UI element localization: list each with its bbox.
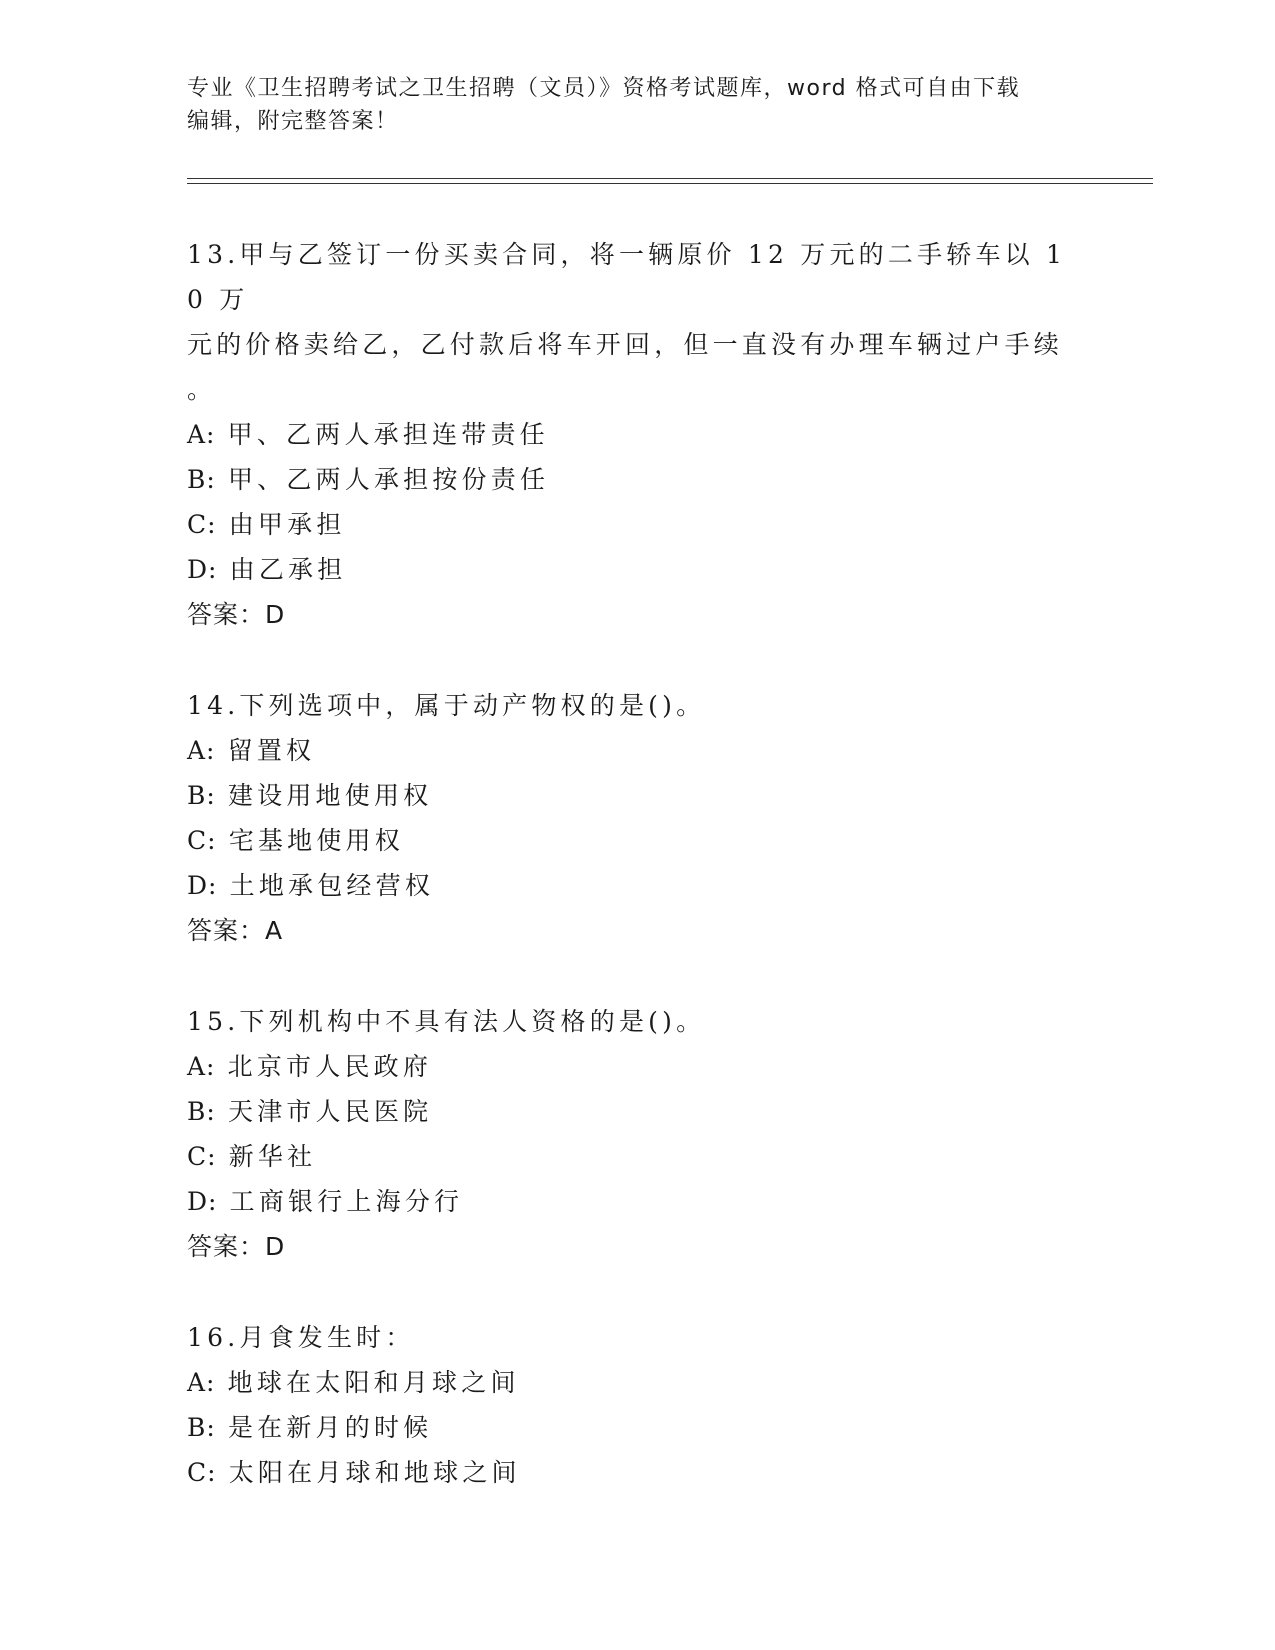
option-label: A:	[187, 420, 216, 449]
option-text: 甲、乙两人承担连带责任	[227, 420, 549, 449]
option-row	[187, 1450, 1087, 1495]
answer-line: 答案：A	[187, 916, 284, 945]
option-text: 天津市人民医院	[227, 1097, 433, 1126]
option-text: 是在新月的时候	[227, 1413, 433, 1442]
option-label: D:	[187, 871, 218, 900]
option-row	[187, 547, 1087, 592]
header-line-2: 编辑，附完整答案！	[187, 109, 399, 134]
header-line-1: 专业《卫生招聘考试之卫生招聘（文员）》资格考试题库，word 格式可自由下载	[187, 76, 1021, 101]
option-text: 地球在太阳和月球之间	[227, 1368, 520, 1397]
option-row	[187, 1179, 1087, 1224]
question-stem-line: 元的价格卖给乙，乙付款后将车开回，但一直没有办理车辆过户手续	[187, 330, 1064, 359]
question-block	[187, 1315, 1087, 1495]
header-divider-top	[187, 178, 1153, 179]
option-label: C:	[187, 1142, 217, 1171]
option-text: 由甲承担	[228, 510, 346, 539]
option-text: 由乙承担	[229, 555, 347, 584]
option-text: 建设用地使用权	[227, 781, 433, 810]
question-block	[187, 232, 1087, 637]
option-label: D:	[187, 1187, 218, 1216]
option-text: 新华社	[228, 1142, 317, 1171]
option-label: C:	[187, 1458, 217, 1487]
option-row	[187, 863, 1087, 908]
option-label: B:	[187, 1413, 216, 1442]
option-text: 太阳在月球和地球之间	[228, 1458, 521, 1487]
option-row	[187, 818, 1087, 863]
option-row	[187, 1360, 1087, 1405]
option-text: 宅基地使用权	[228, 826, 404, 855]
option-label: B:	[187, 1097, 216, 1126]
option-row	[187, 773, 1087, 818]
option-row	[187, 502, 1087, 547]
option-label: C:	[187, 510, 217, 539]
question-block	[187, 683, 1087, 953]
option-row	[187, 1134, 1087, 1179]
question-stem-line: 13.甲与乙签订一份买卖合同，将一辆原价 12 万元的二手轿车以 10 万	[187, 240, 1067, 314]
option-label: A:	[187, 736, 216, 765]
option-label: A:	[187, 1052, 216, 1081]
option-text: 留置权	[227, 736, 316, 765]
option-row	[187, 1405, 1087, 1450]
answer-line: 答案：D	[187, 1232, 286, 1261]
option-label: B:	[187, 465, 216, 494]
option-row	[187, 457, 1087, 502]
question-stem-line: 14.下列选项中，属于动产物权的是()。	[187, 691, 706, 720]
option-row	[187, 1044, 1087, 1089]
question-stem-line: 。	[187, 375, 217, 404]
answer-line: 答案：D	[187, 600, 286, 629]
option-label: B:	[187, 781, 216, 810]
option-row	[187, 728, 1087, 773]
option-row	[187, 412, 1087, 457]
option-text: 北京市人民政府	[227, 1052, 433, 1081]
option-text: 工商银行上海分行	[229, 1187, 464, 1216]
question-stem-line: 15.下列机构中不具有法人资格的是()。	[187, 1007, 706, 1036]
question-stem-line: 16.月食发生时：	[187, 1323, 415, 1352]
header-divider-bottom	[187, 183, 1153, 184]
question-block	[187, 999, 1087, 1269]
option-text: 甲、乙两人承担按份责任	[227, 465, 550, 494]
option-label: C:	[187, 826, 217, 855]
option-label: A:	[187, 1368, 216, 1397]
option-row	[187, 1089, 1087, 1134]
option-label: D:	[187, 555, 218, 584]
option-text: 土地承包经营权	[229, 871, 435, 900]
document-header	[187, 72, 1067, 138]
question-list	[187, 232, 1087, 1541]
